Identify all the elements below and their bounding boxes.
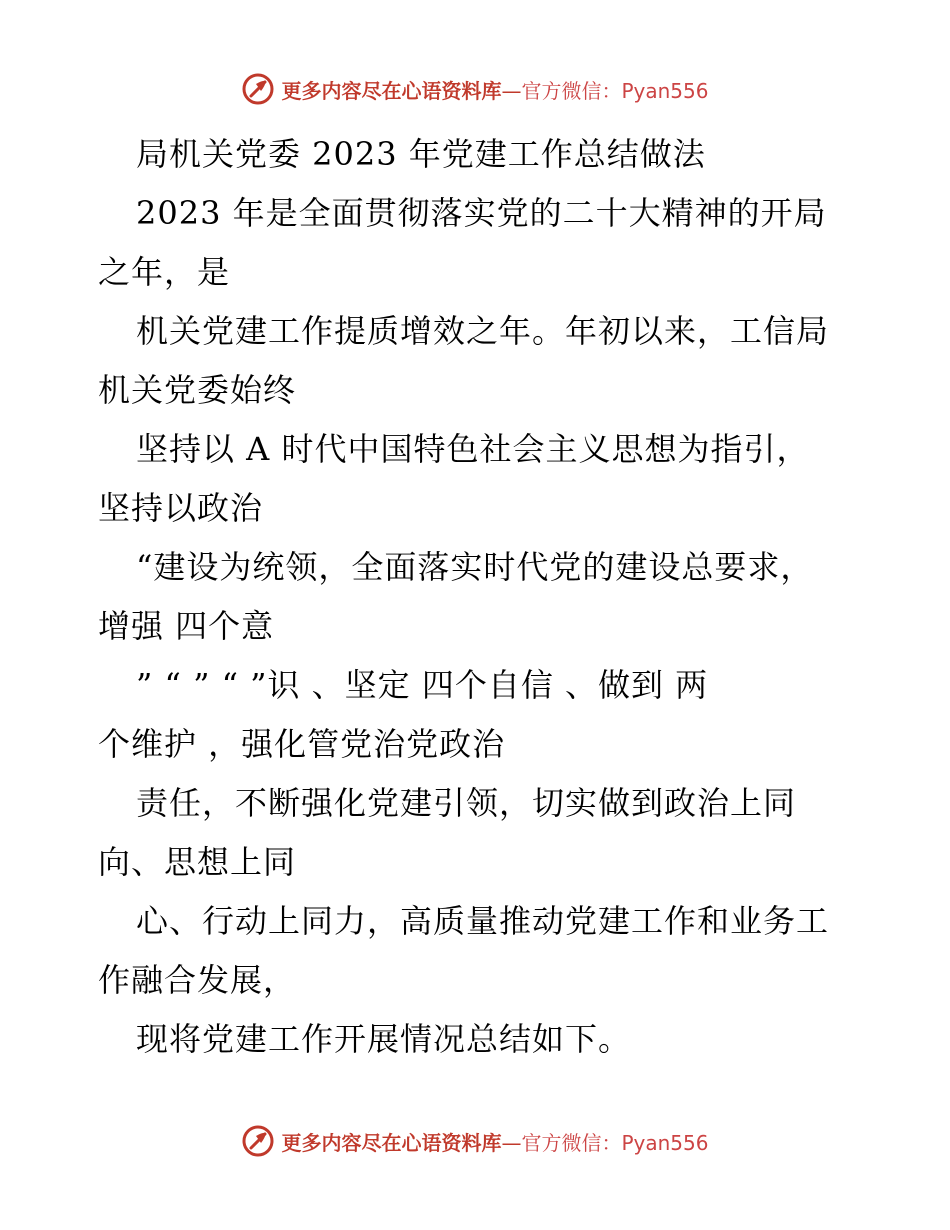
paragraph-line: 坚持以 A 时代中国特色社会主义思想为指引， bbox=[136, 430, 810, 468]
watermark-separator: — bbox=[501, 78, 522, 103]
paragraph-line: 向、思想上同 bbox=[98, 843, 297, 881]
footer-watermark bbox=[0, 1124, 950, 1158]
feather-circle-logo-icon bbox=[241, 72, 275, 106]
watermark-brand: 更多内容尽在心语资料库 bbox=[281, 78, 502, 103]
watermark-text bbox=[281, 75, 708, 104]
watermark-text bbox=[281, 1127, 708, 1156]
paragraph-line: 之年，是 bbox=[98, 253, 231, 291]
paragraph-line: 增强 四个意 bbox=[98, 607, 275, 645]
watermark-separator: — bbox=[501, 1130, 522, 1155]
paragraph-line: 机关党建工作提质增效之年。年初以来，工信局 bbox=[136, 312, 830, 350]
document-body bbox=[98, 125, 858, 1069]
feather-circle-logo-icon bbox=[241, 1124, 275, 1158]
paragraph-line: 2023 年是全面贯彻落实党的二十大精神的开局 bbox=[136, 194, 827, 232]
paragraph-line: 坚持以政治 bbox=[98, 489, 264, 527]
paragraph-line: 机关党委始终 bbox=[98, 371, 297, 409]
watermark-contact: 官方微信：Pyan556 bbox=[521, 78, 709, 103]
paragraph-line: “建设为统领，全面落实时代党的建设总要求， bbox=[136, 548, 814, 586]
paragraph-line: 心、行动上同力，高质量推动党建工作和业务工 bbox=[136, 902, 830, 940]
paragraph-line: ” “ ” “ ”识 、坚定 四个自信 、做到 两 bbox=[136, 666, 709, 704]
watermark-brand: 更多内容尽在心语资料库 bbox=[281, 1130, 502, 1155]
document-title: 局机关党委 2023 年党建工作总结做法 bbox=[136, 135, 706, 173]
paragraph-line: 作融合发展， bbox=[98, 961, 297, 999]
watermark-contact: 官方微信：Pyan556 bbox=[521, 1130, 709, 1155]
paragraph-line: 责任，不断强化党建引领，切实做到政治上同 bbox=[136, 784, 797, 822]
header-watermark bbox=[0, 72, 950, 106]
paragraph-line: 个维护 ，强化管党治党政治 bbox=[98, 725, 506, 763]
paragraph-line: 现将党建工作开展情况总结如下。 bbox=[136, 1020, 632, 1058]
